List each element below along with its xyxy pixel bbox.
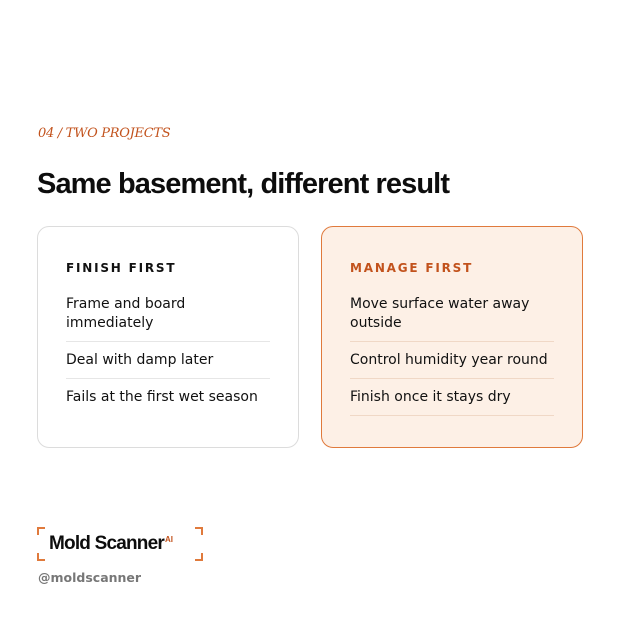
brand-logo: [37, 527, 203, 561]
frame-corner-icon: [195, 527, 203, 535]
list-item: Finish once it stays dry: [350, 388, 554, 416]
brand-suffix: AI: [164, 535, 173, 544]
eyebrow: 04 / TWO PROJECTS: [38, 126, 171, 141]
brand-name: Mold Scanner$^{AI}$: [49, 533, 173, 554]
list-item: Deal with damp later: [66, 351, 270, 379]
social-handle: @moldscanner: [38, 570, 142, 585]
frame-corner-icon: [37, 553, 45, 561]
list-item: Move surface water away outside: [350, 295, 554, 342]
card-title: MANAGE FIRST: [350, 261, 474, 275]
frame-corner-icon: [195, 553, 203, 561]
frame-corner-icon: [37, 527, 45, 535]
card-finish-first: [37, 226, 299, 448]
list-item: Fails at the first wet season: [66, 389, 258, 405]
list-item: Control humidity year round: [350, 351, 554, 379]
headline: Same basement, different result: [37, 168, 450, 200]
list-item: Frame and board immediately: [66, 295, 270, 342]
card-manage-first: [321, 226, 583, 448]
card-title: FINISH FIRST: [66, 261, 177, 275]
